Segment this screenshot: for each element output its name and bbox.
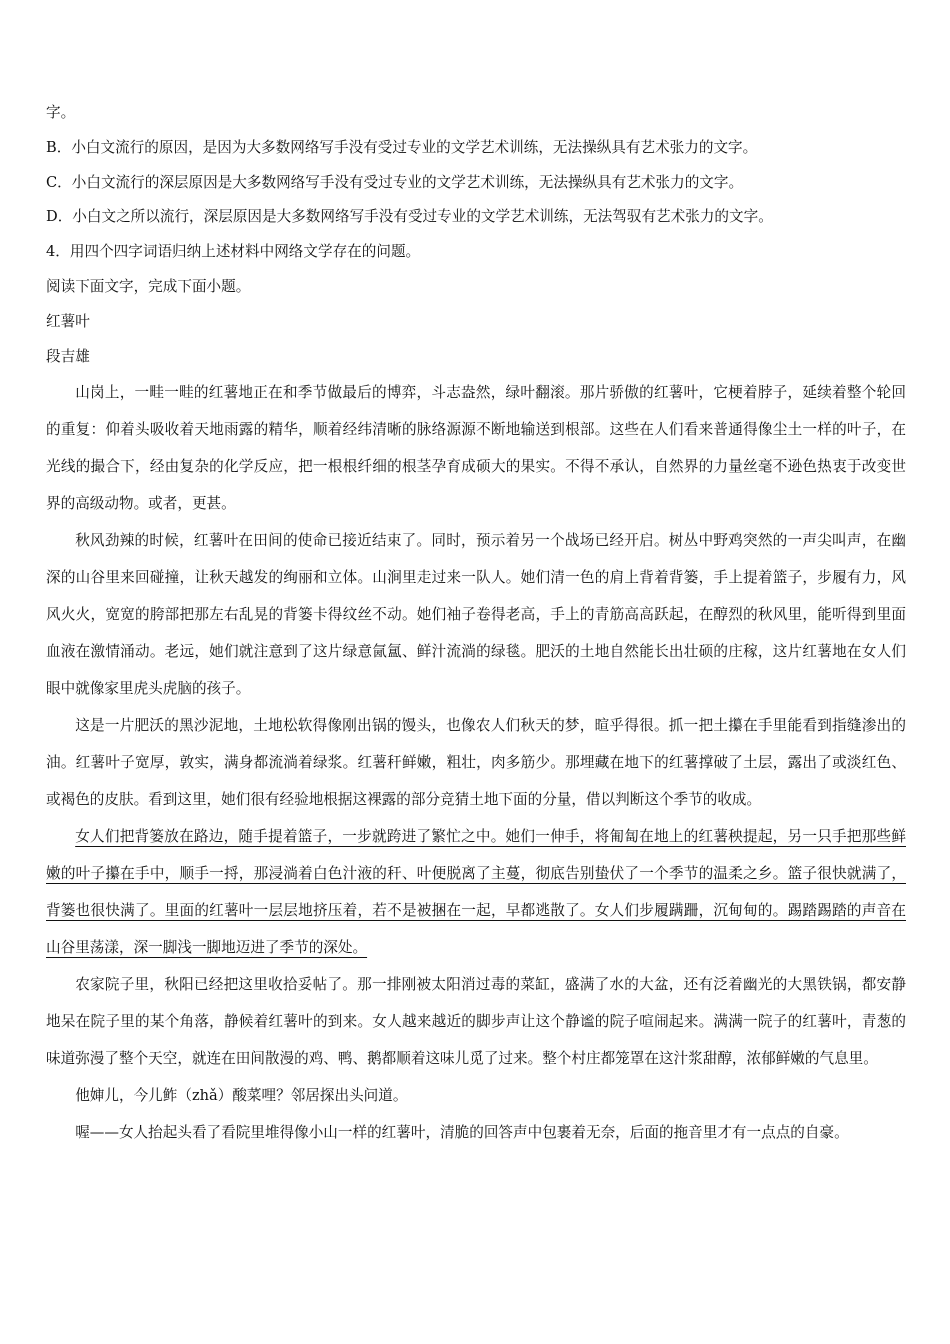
paragraph-2: 秋风劲辣的时候，红薯叶在田间的使命已接近结束了。同时，预示着另一个战场已经开启。树丛中野鸡突然的一声尖叫声，在幽深的山谷里来回碰撞，让秋天越发的绚丽和立体。山涧里走过来一队人。她们清一色的肩上背着背篓，手上提着篮子，步履有力，风风火火，宽宽的胯部把那左右乱晃的背篓卡得纹丝不动。她们袖子卷得老高，手上的青筋高高跃起，在醇烈的秋风里，能听得到里面血液在激情涌动。老远，她们就注意到了这片绿意氤氲、鲜汁流淌的绿毯。肥沃的土地自然能长出壮硕的庄稼，这片红薯地在女人们眼中就像家里虎头虎脑的孩子。 — [46, 532, 906, 698]
option-d: D．小白文之所以流行，深层原因是大多数网络写手没有受过专业的文学艺术训练，无法驾驭有艺术张力的文字。 — [46, 208, 773, 226]
paragraph-7: 喔——女人抬起头看了看院里堆得像小山一样的红薯叶，清脆的回答声中包裹着无奈，后面的拖音里才有一点点的自豪。 — [75, 1124, 849, 1142]
paragraph-3: 这是一片肥沃的黑沙泥地，土地松软得像刚出锅的馒头，也像农人们秋天的梦，暄乎得很。抓一把土攥在手里能看到指缝渗出的油。红薯叶子宽厚，敦实，满身都流淌着绿浆。红薯秆鲜嫩，粗壮，肉多筋少。那埋藏在地下的红薯撑破了土层，露出了或淡红色、或褐色的皮肤。看到这里，她们很有经验地根据这裸露的部分竞猜土地下面的分量，借以判断这个季节的收成。 — [46, 717, 906, 809]
article-title: 红薯叶 — [46, 312, 90, 330]
document-body — [46, 96, 906, 1151]
text-fragment: 字。 — [46, 104, 76, 121]
paragraph-4-underlined: 女人们把背篓放在路边，随手提着篮子，一步就跨进了繁忙之中。她们一伸手，将匍匐在地上的红薯秧提起，另一只手把那些鲜嫩的叶子攥在手中，顺手一捋，那浸淌着白色汁液的秆、叶便脱离了主蔓，彻底告别蛰伏了一个季节的温柔之乡。篮子很快就满了，背篓也很快满了。里面的红薯叶一层层地挤压着，若不是被捆在一起，早都逃散了。女人们步履蹒跚，沉甸甸的。踢踏踢踏的声音在山谷里荡漾，深一脚浅一脚地迈进了季节的深处。 — [46, 828, 906, 957]
option-c: C．小白文流行的深层原因是大多数网络写手没有受过专业的文学艺术训练，无法操纵具有艺术张力的文字。 — [46, 173, 744, 191]
paragraph-5: 农家院子里，秋阳已经把这里收拾妥帖了。那一排刚被太阳消过毒的菜缸，盛满了水的大盆，还有泛着幽光的大黑铁锅，都安静地呆在院子里的某个角落，静候着红薯叶的到来。女人越来越近的脚步声让这个静谧的院子喧闹起来。满满一院子的红薯叶，青葱的味道弥漫了整个天空，就连在田间散漫的鸡、鸭、鹅都顺着这味儿觅了过来。整个村庄都笼罩在这汁浆甜醇，浓郁鲜嫩的气息里。 — [46, 976, 906, 1068]
paragraph-6: 他婶儿，今儿鲊（zhǎ）酸菜哩？邻居探出头问道。 — [75, 1087, 408, 1105]
paragraph-1: 山岗上，一畦一畦的红薯地正在和季节做最后的博弈，斗志盎然，绿叶翻滚。那片骄傲的红薯叶，它梗着脖子，延续着整个轮回的重复：仰着头吸收着天地雨露的精华，顺着经纬清晰的脉络源源不断地输送到根部。这些在人们看来普通得像尘土一样的叶子，在光线的撮合下，经由复杂的化学反应，把一根根纤细的根茎孕育成硕大的果实。不得不承认，自然界的力量丝毫不逊色热衷于改变世界的高级动物。或者，更甚。 — [46, 384, 906, 513]
question-4: 4．用四个四字词语归纳上述材料中网络文学存在的问题。 — [46, 243, 421, 261]
article-author: 段吉雄 — [46, 347, 90, 365]
option-b: B．小白文流行的原因，是因为大多数网络写手没有受过专业的文学艺术训练，无法操纵具有艺术张力的文字。 — [46, 138, 758, 156]
reading-instruction: 阅读下面文字，完成下面小题。 — [46, 277, 251, 295]
